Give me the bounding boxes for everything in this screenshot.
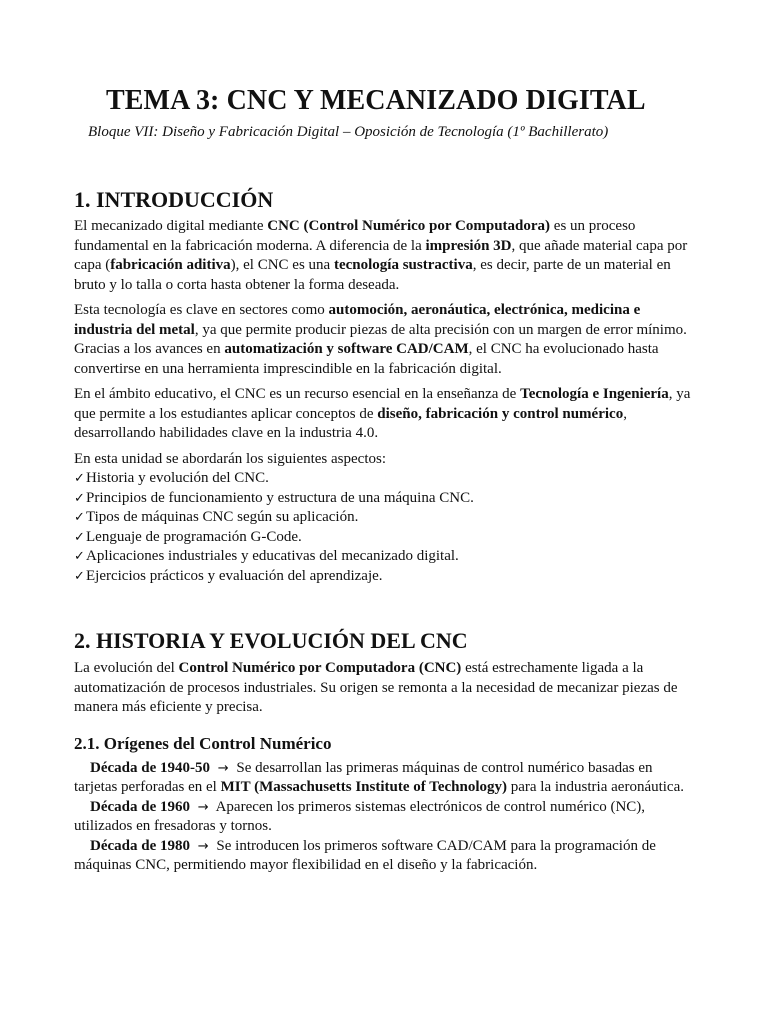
list-item xyxy=(74,508,694,528)
list-item xyxy=(74,547,694,567)
text: Se introducen los primeros software CAD/CAM para la programación de máquinas CNC, permitiendo mayor flexibilidad en el diseño y la fabricación. xyxy=(74,837,656,873)
check-icon: ✓ xyxy=(74,549,85,564)
text: está estrechamente ligada a la automatización de procesos industriales. Su origen se remonta a la necesidad de mecanizar piezas de manera más eficiente y precisa. xyxy=(74,660,678,715)
arrow-right-icon: → xyxy=(217,760,229,776)
check-icon: ✓ xyxy=(74,490,85,506)
text: La evolución del xyxy=(74,660,179,676)
bold-text: automoción, aeronáutica, electrónica, medicina e industria del metal xyxy=(74,302,641,338)
list-item-text: Principios de funcionamiento y estructura de una máquina CNC. xyxy=(86,489,474,506)
decade-label: Década de 1940-50 xyxy=(90,759,210,776)
bold-text: CNC (Control Numérico por Computadora) xyxy=(267,218,551,234)
check-icon: ✓ xyxy=(74,568,85,584)
text: , que añade material capa por capa ( xyxy=(74,237,688,273)
text: , desarrollando habilidades clave en la industria 4.0. xyxy=(74,405,627,441)
check-icon: ✓ xyxy=(74,510,85,525)
list-item xyxy=(74,528,694,548)
page-title: TEMA 3: CNC Y MECANIZADO DIGITAL xyxy=(106,85,646,116)
text: En el ámbito educativo, el CNC es un recurso esencial en la enseñanza de xyxy=(74,386,521,402)
document-content xyxy=(74,84,694,876)
list-item-text: Lenguaje de programación G-Code. xyxy=(86,528,302,545)
intro-paragraph-1 xyxy=(74,217,694,295)
list-item xyxy=(74,469,694,489)
bold-text: impresión 3D xyxy=(425,237,512,254)
bold-text: automatización y software CAD/CAM xyxy=(224,341,469,357)
bold-text: diseño, fabricación y control numérico xyxy=(377,405,624,422)
arrow-right-icon: → xyxy=(197,838,209,854)
decade-entry-1960 xyxy=(74,798,694,837)
decade-entry-1980 xyxy=(74,837,694,876)
text: para la industria aeronáutica. xyxy=(507,779,684,795)
list-item-text: Ejercicios prácticos y evaluación del aprendizaje. xyxy=(86,567,383,584)
subsection-heading-origenes: 2.1. Orígenes del Control Numérico xyxy=(74,733,332,753)
text: ), el CNC es una xyxy=(230,257,334,273)
text: , ya que permite producir piezas de alta precisión con un margen de error mínimo. Gracias a los avances en xyxy=(74,321,687,357)
history-paragraph-1 xyxy=(74,659,694,718)
list-item xyxy=(74,489,694,509)
section-heading-introduccion: 1. INTRODUCCIÓN xyxy=(74,187,274,212)
text: Esta tecnología es clave en sectores como xyxy=(74,302,329,318)
text: , es decir, parte de un material en bruto y lo talla o corta hasta obtener la forma deseada. xyxy=(74,257,671,293)
list-item xyxy=(74,567,694,587)
check-icon: ✓ xyxy=(74,529,85,545)
text: , el CNC ha evolucionado hasta convertirse en una herramienta imprescindible en la fabricación digital. xyxy=(74,341,659,377)
text: es un proceso fundamental en la fabricación moderna. A diferencia de la xyxy=(74,218,636,254)
aspects-checklist xyxy=(74,469,694,586)
intro-paragraph-3 xyxy=(74,385,694,444)
list-item-text: Aplicaciones industriales y educativas del mecanizado digital. xyxy=(86,548,459,564)
bold-text: Control Numérico por Computadora (CNC) xyxy=(178,660,462,676)
bold-text: fabricación aditiva xyxy=(110,257,231,273)
text: El mecanizado digital mediante xyxy=(74,218,268,234)
text: , ya que permite a los estudiantes aplicar conceptos de xyxy=(74,386,691,422)
list-item-text: Tipos de máquinas CNC según su aplicación. xyxy=(86,509,359,525)
decade-label: Década de 1960 xyxy=(90,798,190,815)
text: Aparecen los primeros sistemas electrónicos de control numérico (NC), utilizados en fresadoras y tornos. xyxy=(74,798,646,834)
bold-text: MIT (Massachusetts Institute of Technology) xyxy=(220,779,507,795)
page-subtitle: Bloque VII: Diseño y Fabricación Digital – Oposición de Tecnología (1º Bachillerato) xyxy=(88,124,609,140)
bold-text: Tecnología e Ingeniería xyxy=(520,386,669,402)
intro-paragraph-2 xyxy=(74,301,694,379)
check-icon: ✓ xyxy=(74,471,85,486)
decade-entry-1940 xyxy=(74,759,694,798)
decade-label: Década de 1980 xyxy=(90,837,190,854)
text: Se desarrollan las primeras máquinas de control numérico basadas en tarjetas perforadas en el xyxy=(74,759,653,795)
arrow-right-icon: → xyxy=(197,799,209,815)
list-item-text: Historia y evolución del CNC. xyxy=(86,470,269,486)
list-intro: En esta unidad se abordarán los siguientes aspectos: xyxy=(74,450,386,467)
section-heading-historia: 2. HISTORIA Y EVOLUCIÓN DEL CNC xyxy=(74,628,468,653)
bold-text: tecnología sustractiva xyxy=(333,257,473,273)
